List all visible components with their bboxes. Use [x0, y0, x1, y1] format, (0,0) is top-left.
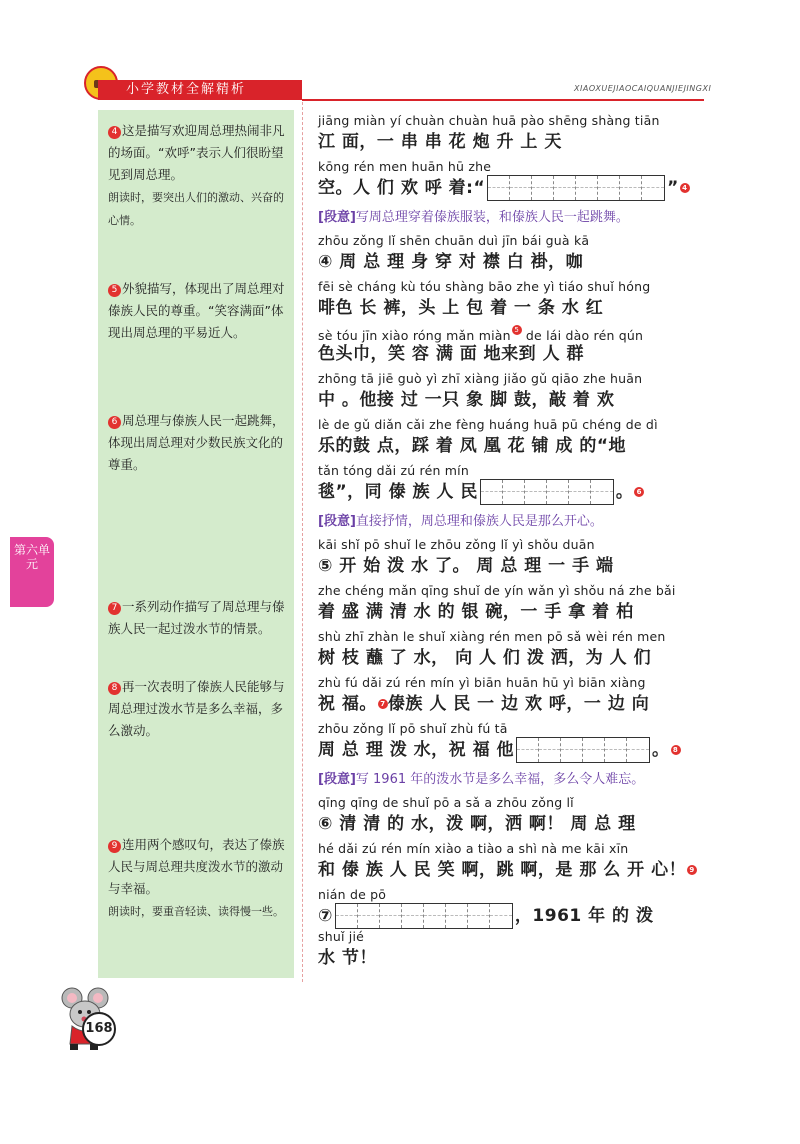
note-marker: 5	[512, 325, 522, 335]
note-text: 连用两个感叹句，表达了傣族人民与周总理共度泼水节的激动与幸福。	[108, 837, 285, 896]
pinyin-line	[318, 325, 702, 341]
paragraph-meaning-text: 写 1961 年的泼水节是多么幸福，多么令人难忘。	[355, 772, 645, 787]
hanzi-line: 树 枝 蘸 了 水， 向 人 们 泼 洒，为 人 们	[318, 648, 652, 668]
hanzi-text: 傣族 人 民 一 边 欢 呼，一 边 向	[387, 694, 650, 714]
pinyin-text: de lái dào rén qún	[521, 328, 644, 343]
note-9	[108, 834, 286, 923]
note-number: 7	[108, 602, 121, 615]
hanzi-text: 。	[652, 740, 670, 760]
pinyin-line: hé dǎi zú rén mín xiào a tiào a shì nà me kāi xīn	[318, 841, 629, 856]
fill-in-grid[interactable]	[480, 479, 614, 505]
pinyin-line: kāi shǐ pō shuǐ le zhōu zǒng lǐ yì shǒu duān	[318, 537, 595, 552]
note-marker: 9	[687, 865, 697, 875]
note-text: 一系列动作描写了周总理与傣族人民一起过泼水节的情景。	[108, 599, 285, 636]
note-4	[108, 120, 286, 232]
note-text: 周总理与傣族人民一起跳舞，体现出周总理对少数民族文化的尊重。	[108, 413, 285, 472]
fill-in-grid[interactable]	[335, 903, 513, 929]
unit-tab[interactable]: 第六单元	[10, 537, 54, 607]
header-title: 小学教材全解精析	[126, 82, 247, 97]
pinyin-line: zhōu zǒng lǐ pō shuǐ zhù fú tā	[318, 721, 508, 736]
paragraph-meaning	[318, 207, 702, 229]
paragraph-meaning-text: 直接抒情，周总理和傣族人民是那么开心。	[355, 514, 603, 529]
hanzi-line: 乐的鼓 点，踩 着 凤 凰 花 铺 成 的“地	[318, 436, 627, 456]
header-line	[302, 99, 704, 101]
pinyin-line: kōng rén men huān hū zhe	[318, 159, 492, 174]
note-marker: 8	[671, 745, 681, 755]
note-number: 4	[108, 126, 121, 139]
hanzi-line: 着 盛 满 清 水 的 银 碗，一 手 拿 着 柏	[318, 602, 634, 622]
hanzi-text: ⑦	[318, 906, 333, 926]
note-5	[108, 278, 286, 344]
pinyin-line: shuǐ jié	[318, 929, 365, 944]
main-text	[318, 113, 702, 971]
pinyin-line: fēi sè cháng kù tóu shàng bāo zhe yì tiáo shuǐ hóng	[318, 279, 651, 294]
hanzi-text: 毯”，同 傣 族 人 民	[318, 482, 478, 502]
hanzi-line: 色头巾，笑 容 满 面 地来到 人 群	[318, 344, 585, 364]
note-sub: 朗读时，要突出人们的激动、兴奋的心情。	[108, 191, 284, 227]
hanzi-line: 水 节！	[318, 948, 377, 968]
note-number: 6	[108, 416, 121, 429]
pinyin-line: zhe chéng mǎn qīng shuǐ de yín wǎn yì shǒu ná zhe bǎi	[318, 583, 676, 598]
fill-in-grid[interactable]	[516, 737, 650, 763]
note-number: 8	[108, 682, 121, 695]
pinyin-text: sè tóu jīn xiào róng mǎn miàn	[318, 328, 511, 343]
header-pinyin-title: XIAOXUEJIAOCAIQUANJIEJINGXI	[574, 84, 712, 93]
hanzi-line	[318, 175, 702, 201]
hanzi-text: 空。人 们 欢 呼 着:“	[318, 178, 486, 198]
pinyin-line: qīng qīng de shuǐ pō a sǎ a zhōu zǒng lǐ	[318, 795, 574, 810]
paragraph-meaning-label: [段意]	[318, 514, 356, 529]
note-marker: 6	[634, 487, 644, 497]
pinyin-line: zhōng tā jiē guò yì zhī xiàng jiǎo gǔ qiāo zhe huān	[318, 371, 643, 386]
hanzi-line: ⑥ 清 清 的 水，泼 啊，洒 啊！ 周 总 理	[318, 814, 636, 834]
pinyin-line: nián de pō	[318, 887, 387, 902]
hanzi-text: 。	[615, 482, 634, 502]
pinyin-line: jiāng miàn yí chuàn chuàn huā pào shēng shàng tiān	[318, 113, 660, 128]
paragraph-meaning-label: [段意]	[318, 772, 356, 787]
note-sub: 朗读时，要重音轻读、读得慢一些。	[108, 905, 284, 918]
note-7	[108, 596, 286, 640]
note-number: 5	[108, 284, 121, 297]
hanzi-line	[318, 857, 702, 883]
note-text: 再一次表明了傣族人民能够与周总理过泼水节是多么幸福，多么激动。	[108, 679, 285, 738]
hanzi-text: 周 总 理 泼 水，祝 福 他	[318, 740, 515, 760]
note-8	[108, 676, 286, 742]
paragraph-meaning-text: 写周总理穿着傣族服装，和傣族人民一起跳舞。	[355, 210, 629, 225]
hanzi-text: ，1961 年 的 泼	[514, 906, 654, 926]
column-divider	[302, 102, 303, 982]
paragraph-meaning	[318, 769, 702, 791]
hanzi-line	[318, 691, 702, 717]
pinyin-line: tǎn tóng dǎi zú rén mín	[318, 463, 469, 478]
hanzi-line: 中 。他接 过 一只 象 脚 鼓，敲 着 欢	[318, 390, 615, 410]
note-6	[108, 410, 286, 476]
hanzi-text: 和 傣 族 人 民 笑 啊，跳 啊，是 那 么 开 心！	[318, 860, 687, 880]
pinyin-line: zhù fú dǎi zú rén mín yì biān huān hū yì biān xiàng	[318, 675, 646, 690]
hanzi-line: ⑤ 开 始 泼 水 了。 周 总 理 一 手 端	[318, 556, 614, 576]
paragraph-meaning	[318, 511, 702, 533]
pinyin-line: shù zhī zhàn le shuǐ xiàng rén men pō sǎ wèi rén men	[318, 629, 666, 644]
hanzi-line: 江 面，一 串 串 花 炮 升 上 天	[318, 132, 562, 152]
fill-in-grid[interactable]	[487, 175, 665, 201]
note-marker: 7	[378, 699, 388, 709]
hanzi-text: 祝 福。	[318, 694, 377, 714]
pinyin-line: lè de gǔ diǎn cǎi zhe fèng huáng huā pū chéng de dì	[318, 417, 658, 432]
hanzi-line	[318, 903, 702, 929]
note-marker: 4	[680, 183, 690, 193]
hanzi-text: ”	[667, 178, 679, 198]
note-number: 9	[108, 840, 121, 853]
hanzi-line	[318, 737, 702, 763]
page-number: 168	[82, 1012, 116, 1046]
hanzi-line	[318, 479, 702, 505]
paragraph-meaning-label: [段意]	[318, 210, 356, 225]
hanzi-line: ④ 周 总 理 身 穿 对 襟 白 褂，咖	[318, 252, 584, 272]
pinyin-line: zhōu zǒng lǐ shēn chuān duì jīn bái guà kā	[318, 233, 590, 248]
hanzi-line: 啡色 长 裤，头 上 包 着 一 条 水 红	[318, 298, 604, 318]
note-text: 这是描写欢迎周总理热闹非凡的场面。“欢呼”表示人们很盼望见到周总理。	[108, 123, 285, 182]
note-text: 外貌描写，体现出了周总理对傣族人民的尊重。“笑容满面”体现出周总理的平易近人。	[108, 281, 285, 340]
